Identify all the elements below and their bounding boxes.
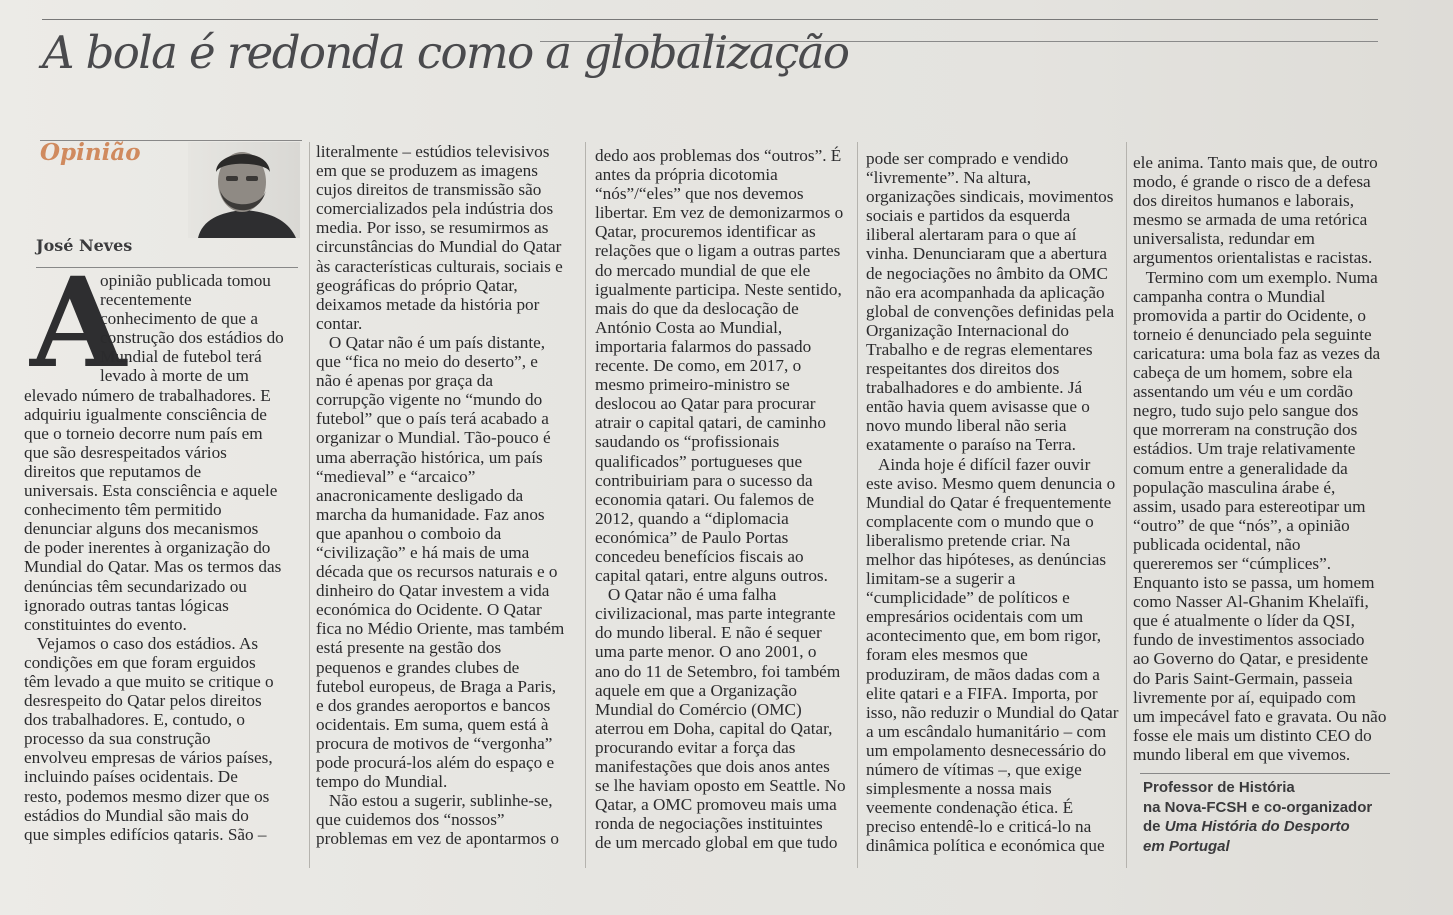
text-line: que cuidemos dos “nossos”	[316, 810, 505, 830]
text-line: procura de motivos de “vergonha”	[316, 733, 553, 753]
book-title: Uma História do Desporto	[1164, 818, 1350, 835]
text-line: campanha contra o Mundial	[1133, 286, 1326, 306]
text-line: dos trabalhadores. E, contudo, o	[24, 710, 245, 730]
text-line: elevado número de trabalhadores. E	[24, 385, 271, 405]
text-line: mesmo se armada de uma retórica	[1133, 210, 1368, 230]
article-column-1	[24, 271, 284, 844]
text-line: Mundial do Qatar é frequentemente	[866, 492, 1112, 512]
text-line: concedeu benefícios fiscais ao	[595, 546, 804, 566]
text-line: ocidentais. Em suma, quem está à	[316, 714, 549, 734]
text-line: número de vítimas –, que exige	[866, 760, 1082, 779]
column-divider	[857, 142, 858, 868]
text-line: ano do 11 de Setembro, foi também	[595, 661, 841, 681]
bio-rule	[1140, 773, 1390, 774]
text-line: global de convenções definidas pela	[866, 301, 1115, 321]
text-line: organizações sindicais, movimentos	[866, 187, 1114, 207]
text-line: Qatar, procuremos identificar as	[595, 222, 816, 242]
text-line: “civilização” e há mais de uma	[316, 542, 530, 562]
text-line: capital qatari, entre alguns outros.	[595, 566, 828, 586]
text-line: económica do Ocidente. O Qatar	[316, 600, 542, 620]
text-line: ronda de negociações instituintes	[595, 814, 823, 834]
text-line: qualificados” portugueses que	[595, 451, 803, 471]
column-divider	[585, 142, 586, 868]
text-line: anacronicamente desligado da	[316, 485, 524, 505]
text-line: envolveu empresas de vários países,	[24, 748, 273, 768]
text-line: do Paris Saint-Germain, passeia	[1133, 668, 1353, 688]
text-line: económica” de Paulo Portas	[595, 527, 789, 547]
text-line: contar.	[316, 313, 363, 333]
text-line: de poder inerentes à organização do	[24, 538, 271, 558]
text-line: do mundo liberal. E não é sequer	[595, 623, 822, 643]
text-line: atrair o capital qatari, de caminho	[595, 413, 826, 433]
text-line: que simples edifícios qataris. São –	[24, 824, 267, 844]
text-line: sociais e partidos da esquerda	[866, 206, 1071, 226]
text-line: problemas em vez de apontarmos o	[316, 829, 559, 849]
text-line: livremente por aí, equipado com	[1133, 687, 1356, 707]
text-line: direitos que reputamos de	[24, 461, 202, 481]
text-line: “livremente”. Na altura,	[866, 168, 1032, 188]
text-line: quereremos ser “cúmplices”.	[1133, 553, 1332, 573]
text-line: ele anima. Tanto mais que, de outro	[1133, 153, 1378, 172]
text-line: década que os recursos naturais e o	[316, 562, 558, 582]
text-line: vinha. Denunciaram que a abertura	[866, 244, 1107, 264]
text-line: saudando os “profissionais	[595, 432, 780, 452]
text-line: do mercado mundial de que ele	[595, 260, 811, 280]
text-line: estádios do Mundial são mais do	[24, 805, 249, 825]
text-line: incluindo países ocidentais. De	[24, 767, 238, 787]
text-line: iliberal alertaram para o que aí	[866, 225, 1077, 245]
text-line: antes da própria dicotomia	[595, 165, 778, 185]
text-line: estádios. Um traje relativamente	[1133, 439, 1356, 459]
text-line: caricatura: uma bola faz as vezes da	[1133, 343, 1381, 363]
article-column-3	[595, 146, 846, 852]
text-line: exatamente o paraíso na Terra.	[866, 435, 1076, 455]
text-line: procurando evitar a força das	[595, 737, 796, 757]
text-line: Qatar, a OMC promoveu mais uma	[595, 795, 837, 815]
text-line: contribuiriam para o sucesso da	[595, 470, 813, 490]
text-line: como Nasser Al-Ghanim Khelaïfi,	[1133, 592, 1369, 612]
text-line: promovida a partir do Ocidente, o	[1133, 305, 1366, 325]
text-line: dos direitos humanos e laborais,	[1133, 191, 1355, 211]
text-line: que é atualmente o líder da QSI,	[1133, 611, 1355, 631]
text-line: um impecável fato e gravata. Ou não	[1133, 706, 1387, 726]
text-line: media. Por isso, se resumirmos as	[316, 218, 549, 238]
text-line: complacente com o mundo que o	[866, 511, 1094, 531]
text-line: aquele em que a Organização	[595, 680, 798, 700]
text-line: deixamos metade da história por	[316, 294, 540, 314]
bio-line: na Nova-FCSH e co-organizador	[1143, 798, 1373, 816]
text-line: geográficas do próprio Qatar,	[316, 275, 518, 295]
text-line: Enquanto isto se passa, um homem	[1133, 573, 1375, 593]
text-line: relações que o ligam a outras partes	[595, 241, 841, 261]
book-title-cont: em Portugal	[1143, 837, 1230, 855]
text-line: está presente na gestão dos	[316, 638, 502, 658]
text-line: Termino com um exemplo. Numa	[1133, 267, 1378, 287]
text-line: Mundial do Comércio (OMC)	[595, 699, 802, 719]
author-name: José Neves	[36, 236, 133, 255]
text-line: libertar. Em vez de demonizarmos o	[595, 203, 844, 223]
text-line: processo da sua construção	[24, 729, 211, 749]
text-line: “cumplicidade” de políticos e	[866, 588, 1070, 608]
text-line: Mundial de futebol terá	[100, 347, 262, 367]
text-line: denúncias têm secundarizado ou	[24, 576, 247, 596]
text-line: limitam-se a sugerir a	[866, 569, 1016, 589]
text-line: denunciar alguns dos mecanismos	[24, 519, 259, 539]
text-line: empresários ocidentais com um	[866, 607, 1084, 627]
text-line: tempo do Mundial.	[316, 772, 448, 792]
text-line: António Costa ao Mundial,	[595, 317, 783, 337]
text-line: desrespeito do Qatar pelos direitos	[24, 691, 262, 711]
text-line: O Qatar não é uma falha	[595, 585, 777, 605]
text-line: constituintes do evento.	[24, 614, 187, 634]
text-line: futebol europeus, de Braga a Paris,	[316, 676, 557, 696]
bio-line: Professor de História	[1143, 779, 1295, 796]
section-label: Opinião	[40, 139, 141, 166]
text-line: cabeça de um homem, sobre ela	[1133, 363, 1353, 383]
drop-cap: A	[30, 251, 127, 396]
text-line: mundo liberal em que vivemos.	[1133, 744, 1351, 764]
text-line: pode ser comprado e vendido	[866, 149, 1069, 168]
text-line: corrupção vigente no “mundo do	[316, 390, 543, 410]
text-line: que o torneio decorre num país em	[24, 423, 263, 443]
text-line: de um mercado global em que tudo	[595, 833, 838, 853]
text-line: população masculina árabe é,	[1133, 477, 1336, 497]
text-line: adquiriu igualmente consciência de	[24, 404, 267, 424]
text-line: uma aberração histórica, um país	[316, 447, 543, 467]
text-line: condições em que foram erguidos	[24, 652, 256, 672]
text-line: Organização Internacional do	[866, 320, 1069, 340]
text-line: simplesmente a nossa mais	[866, 779, 1052, 799]
text-line: levado à morte de um	[100, 366, 249, 386]
text-line: recentemente	[100, 290, 192, 310]
text-line: marcha da humanidade. Faz anos	[316, 504, 545, 524]
text-line: fosse ele mais um distinto CEO do	[1133, 725, 1372, 745]
text-line: negro, tudo sujo pelo sangue dos	[1133, 401, 1359, 421]
text-line: Não estou a sugerir, sublinhe-se,	[316, 791, 553, 811]
article-column-4	[866, 149, 1119, 855]
text-line: dinâmica política e económica que	[866, 836, 1105, 856]
text-line: um empolamento desnecessário do	[866, 740, 1107, 760]
text-line: que são desrespeitados vários	[24, 442, 227, 462]
text-line: O Qatar não é um país distante,	[316, 332, 546, 352]
text-line: aterrou em Doha, capital do Qatar,	[595, 718, 833, 738]
article-column-2	[316, 142, 564, 848]
text-line: conhecimento de que a	[100, 309, 258, 329]
text-line: literalmente – estúdios televisivos	[316, 142, 550, 161]
author-photo	[188, 142, 300, 238]
text-line: ignorado outras tantas lógicas	[24, 595, 229, 615]
text-line: recente. De como, em 2017, o	[595, 356, 802, 376]
text-line: que apanhou o comboio da	[316, 523, 502, 543]
text-line: se lhe haviam oposto em Seattle. No	[595, 776, 846, 796]
text-line: que morreram na construção dos	[1133, 420, 1358, 440]
text-line: comercializados pela indústria dos	[316, 199, 554, 219]
text-line: pequenos e grandes clubes de	[316, 657, 520, 677]
text-line: argumentos orientalistas e racistas.	[1133, 248, 1373, 268]
text-line: conhecimento têm permitido	[24, 500, 222, 520]
text-line: construção dos estádios do	[100, 328, 284, 348]
text-line: e dos grandes aeroportos e bancos	[316, 695, 551, 715]
text-line: ao Governo do Qatar, e presidente	[1133, 649, 1369, 669]
text-line: fica no Médio Oriente, mas também	[316, 619, 565, 639]
text-line: circunstâncias do Mundial do Qatar	[316, 237, 562, 257]
text-line: não era acompanhada da aplicação	[866, 282, 1105, 302]
text-line: produziram, de mãos dadas com a	[866, 664, 1100, 684]
text-line: “medieval” e “arcaico”	[316, 466, 476, 486]
text-line: respeitantes dos direitos dos	[866, 359, 1060, 379]
text-line: “nós”/“eles” que nos devemos	[595, 184, 804, 204]
text-line: melhor das hipóteses, as denúncias	[866, 549, 1107, 569]
author-bio	[1143, 778, 1372, 856]
column-divider	[1126, 142, 1127, 868]
text-line: opinião publicada tomou	[100, 271, 271, 290]
text-line: fundo de investimentos associado	[1133, 630, 1365, 650]
text-line: novo mundo liberal não seria	[866, 416, 1067, 436]
text-line: 2012, quando a “diplomacia	[595, 508, 789, 528]
text-line: economia qatari. Ou falemos de	[595, 489, 815, 509]
text-line: importaria falarmos do passado	[595, 336, 812, 356]
text-line: modo, é grande o risco de a defesa	[1133, 172, 1371, 192]
text-line: não é apenas por graça da	[316, 371, 494, 391]
text-line: Vejamos o caso dos estádios. As	[24, 633, 259, 653]
bio-text: de	[1143, 818, 1165, 835]
text-line: cujos direitos de transmissão são	[316, 180, 542, 200]
text-line: a um escândalo humanitário – com	[866, 721, 1107, 741]
text-line: preciso entendê-lo e criticá-lo na	[866, 817, 1092, 837]
text-line: este aviso. Mesmo quem denuncia o	[866, 473, 1116, 493]
text-line: de negociações no âmbito da OMC	[866, 263, 1108, 283]
top-rule	[42, 19, 1378, 20]
text-line: torneio é denunciado pela seguinte	[1133, 324, 1372, 344]
text-line: futebol” que o país terá acabado a	[316, 409, 549, 429]
text-line: “outro” de que “nós”, a opinião	[1133, 515, 1350, 535]
text-line: então havia quem avisasse que o	[866, 397, 1090, 417]
text-line: trabalhadores e do ambiente. Já	[866, 378, 1083, 398]
text-line: resto, podemos mesmo dizer que os	[24, 786, 270, 806]
text-line: veemente condenação ética. É	[866, 798, 1074, 818]
text-line: isso, não reduzir o Mundial do Qatar	[866, 702, 1119, 722]
text-line: civilizacional, mas parte integrante	[595, 604, 836, 624]
text-line: que “fica no meio do deserto”, e	[316, 352, 538, 372]
bio-line	[1143, 837, 1372, 857]
text-line: Ainda hoje é difícil fazer ouvir	[866, 454, 1091, 474]
text-line: universais. Esta consciência e aquele	[24, 481, 278, 501]
text-line: Mundial do Qatar. Mas os termos das	[24, 557, 282, 577]
text-line: mais do que da deslocação de	[595, 298, 799, 318]
article-column-5	[1133, 153, 1386, 764]
bio-line	[1143, 817, 1372, 837]
text-line: deslocou ao Qatar para procurar	[595, 394, 816, 414]
text-line: têm levado a que muito se critique o	[24, 671, 274, 691]
text-line: assentando um véu e um cordão	[1133, 382, 1354, 402]
text-line: em que se produzem as imagens	[316, 161, 538, 181]
text-line: liberalismo pretende criar. Na	[866, 530, 1071, 550]
column-divider	[309, 142, 310, 868]
text-line: dedo aos problemas dos “outros”. É	[595, 146, 842, 165]
text-line: Trabalho e de regras elementares	[866, 339, 1093, 359]
text-line: assim, usado para estereotipar um	[1133, 496, 1366, 516]
text-line: organizar o Mundial. Tão-pouco é	[316, 428, 551, 448]
text-line: manifestações que dois anos antes	[595, 757, 830, 776]
text-line: dinheiro do Qatar investem a vida	[316, 581, 550, 601]
text-line: universalista, redundar em	[1133, 229, 1315, 249]
text-line: acontecimento que, em bom rigor,	[866, 626, 1102, 646]
text-line: pode procurá-los além do espaço e	[316, 753, 555, 772]
text-line: mesmo primeiro-ministro se	[595, 375, 790, 395]
text-line: às características culturais, sociais e	[316, 256, 563, 276]
text-line: igualmente participa. Neste sentido,	[595, 279, 842, 299]
text-line: elite qatari e a FIFA. Importa, por	[866, 683, 1098, 703]
text-line: publicada ocidental, não	[1133, 534, 1301, 554]
text-line: foram eles mesmos que	[866, 645, 1028, 665]
text-line: comum entre a generalidade da	[1133, 458, 1348, 478]
text-line: uma parte menor. O ano 2001, o	[595, 642, 817, 662]
headline: A bola é redonda como a globalização	[42, 26, 849, 79]
